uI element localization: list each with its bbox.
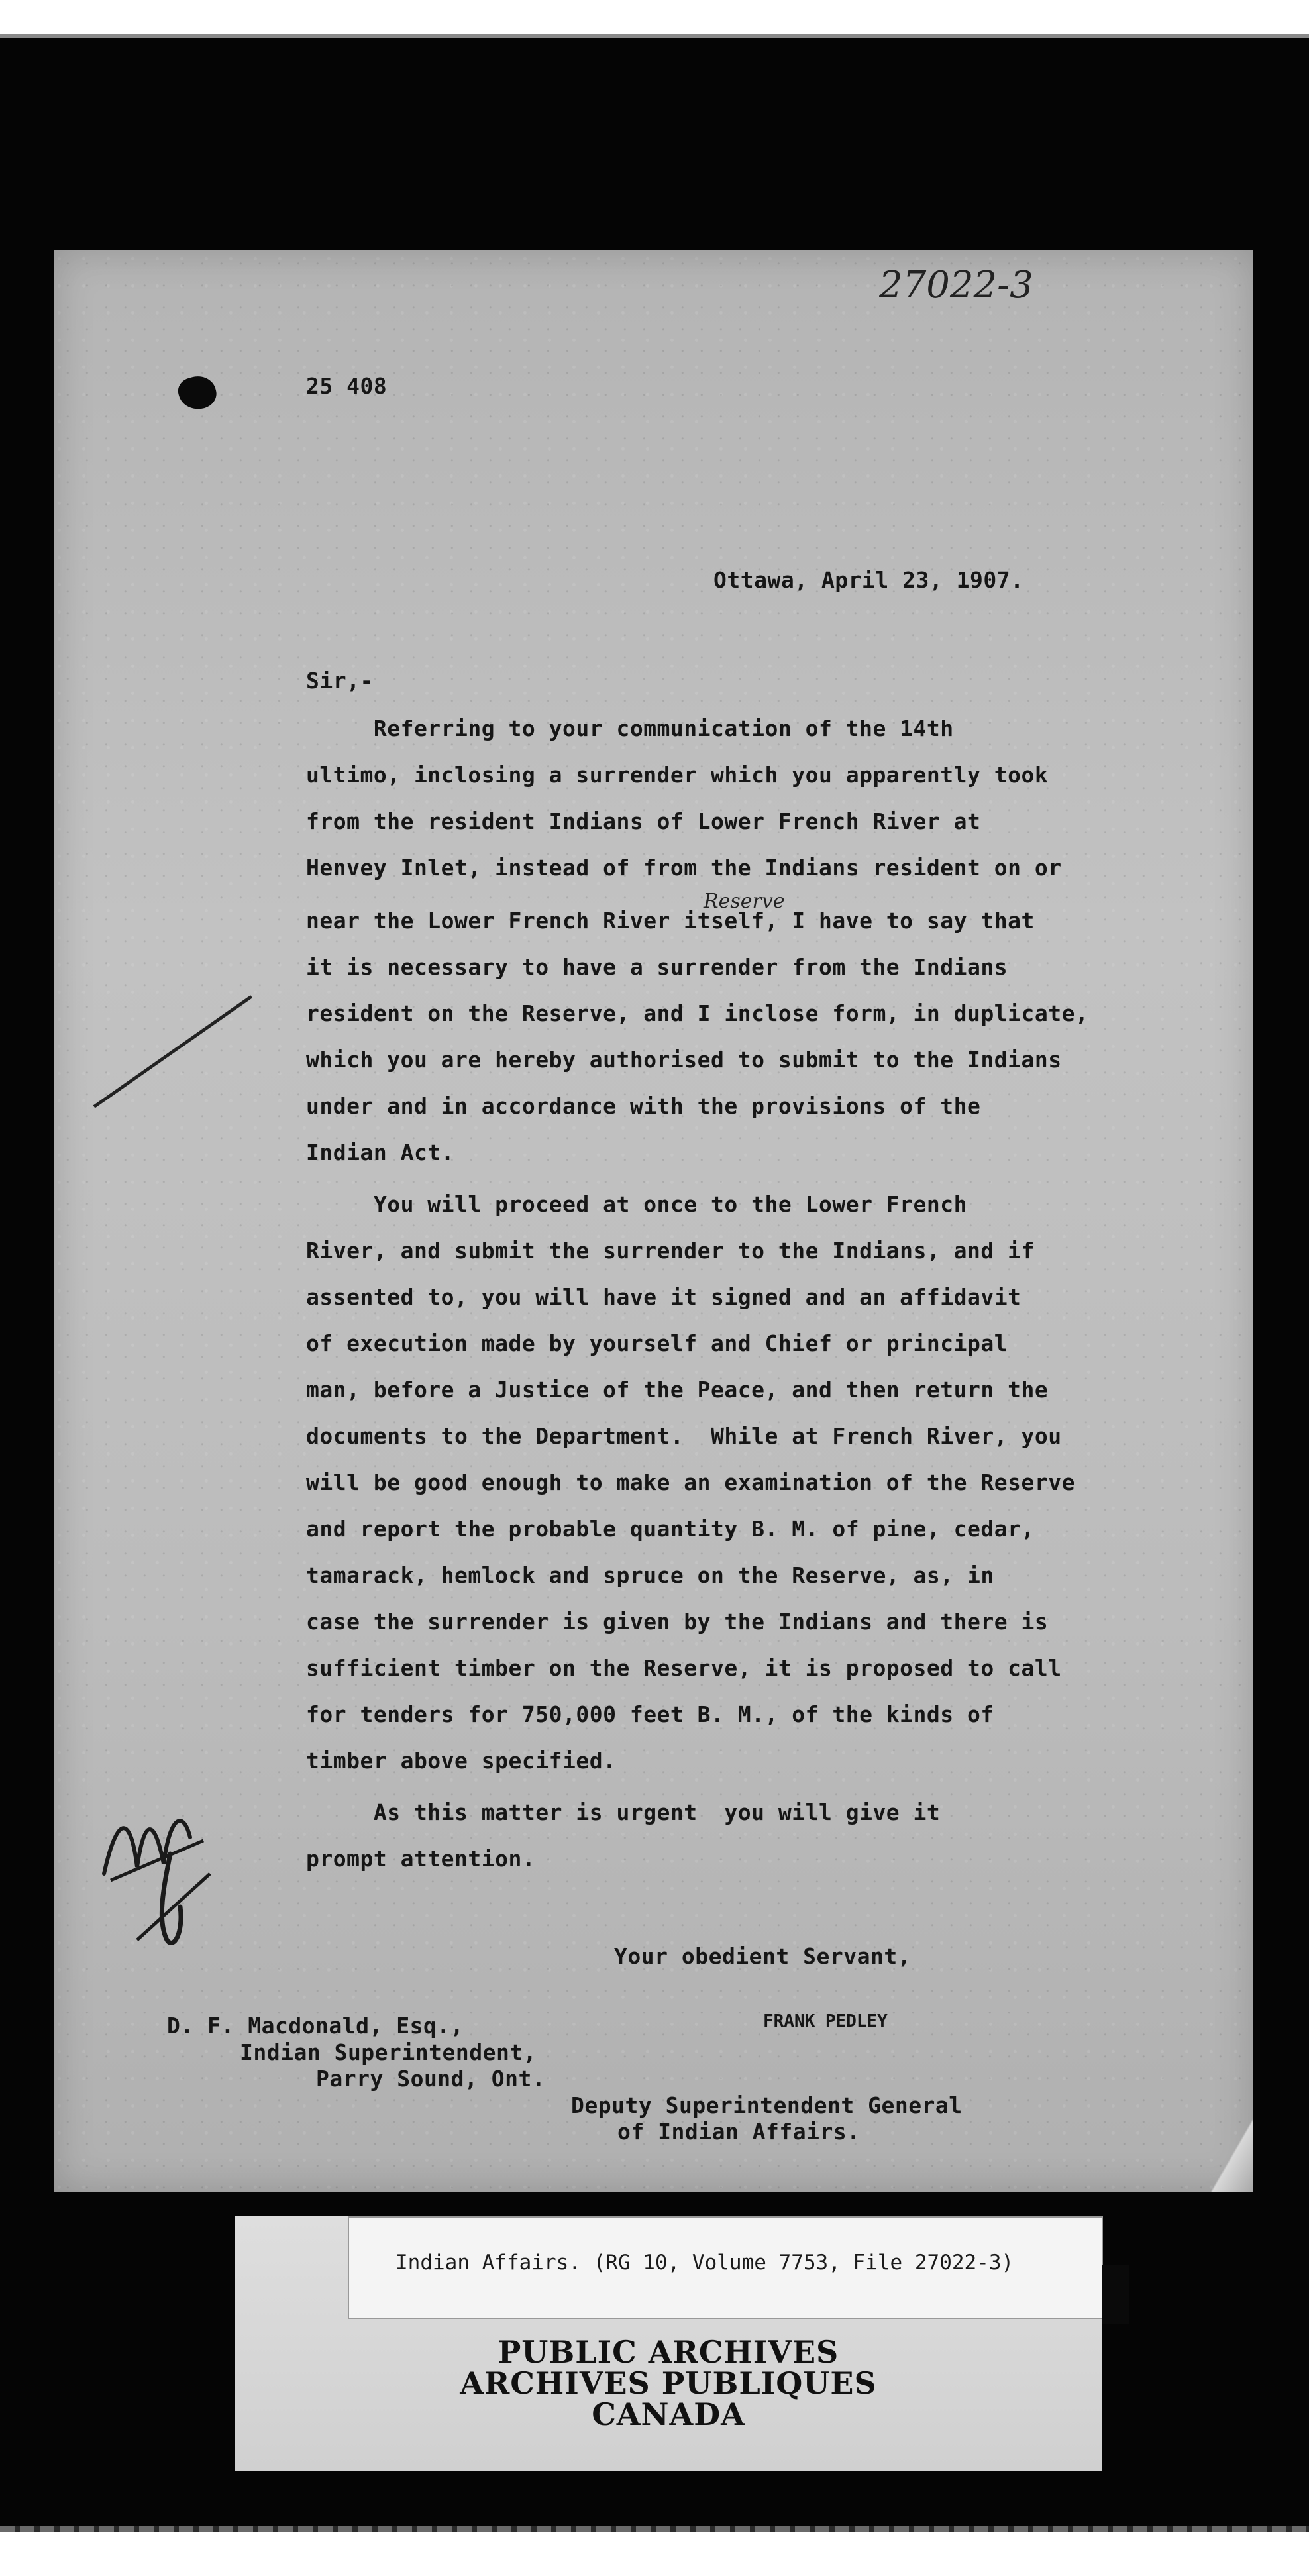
archive-reference-text: Indian Affairs. (RG 10, Volume 7753, File 27022-3) [395,2251,1014,2275]
body-line: Indian Act. [306,1140,455,1165]
handwritten-initials-mark [91,1774,217,1973]
body-line: of execution made by yourself and Chief or principal [306,1330,1008,1356]
top-scan-edge [0,34,1309,38]
salutation: Sir,- [306,668,374,694]
page-corner-fold [1207,2086,1253,2192]
letter-date: Ottawa, April 23, 1907. [713,567,1024,593]
margin-pen-stroke [93,995,252,1108]
archives-country: CANADA [592,2396,745,2432]
handwritten-file-number: 27022-3 [879,264,1033,307]
letter-closing: Your obedient Servant, [614,1943,912,1969]
archives-name-french: ARCHIVES PUBLIQUES [460,2365,877,2401]
body-line: ultimo, inclosing a surrender which you apparently took [306,762,1049,788]
body-line: for tenders for 750,000 feet B. M., of the kinds of [306,1701,994,1727]
body-line: You will proceed at once to the Lower French [306,1191,968,1217]
body-line: assented to, you will have it signed and an affidavit [306,1284,1021,1310]
card-tab-mark [1102,2265,1129,2324]
body-line: and report the probable quantity B. M. of pine, cedar, [306,1516,1035,1542]
body-line: which you are hereby authorised to submit to the Indians [306,1047,1062,1073]
archive-reference-card [348,2216,1103,2319]
punch-hole-mark [175,372,219,414]
body-line: Referring to your communication of the 14th [306,716,954,741]
body-line: As this matter is urgent you will give it [306,1799,941,1825]
body-line: will be good enough to make an examination of the Reserve [306,1470,1075,1495]
body-line: under and in accordance with the provisions of the [306,1093,981,1119]
body-line: Henvey Inlet, instead of from the Indians resident on or [306,855,1062,881]
archives-name-english: PUBLIC ARCHIVES [497,2334,839,2370]
body-line: from the resident Indians of Lower French River at [306,808,981,834]
body-line: resident on the Reserve, and I inclose form, in duplicate, [306,1000,1089,1026]
handwritten-insertion: Reserve [704,890,785,913]
addressee-title: Indian Superintendent, [240,2039,537,2065]
body-line: near the Lower French River itself, I have to say that [306,908,1035,934]
body-line: documents to the Department. While at French River, you [306,1423,1062,1449]
letter-sheet [54,250,1253,2192]
body-line: it is necessary to have a surrender from the Indians [306,954,1008,980]
body-line: timber above specified. [306,1748,617,1774]
body-line: sufficient timber on the Reserve, it is proposed to call [306,1655,1062,1681]
body-line: man, before a Justice of the Peace, and then return the [306,1377,1049,1403]
addressee-name: D. F. Macdonald, Esq., [167,2013,464,2039]
document-reference-number: 25 408 [306,373,388,399]
body-line: case the surrender is given by the Indians and there is [306,1609,1049,1635]
bottom-scan-edge [0,2526,1309,2532]
signature-stamp: FRANK PEDLEY [763,2012,888,2031]
signer-title: Deputy Superintendent General [571,2092,963,2118]
body-line: prompt attention. [306,1846,536,1872]
signer-department: of Indian Affairs. [617,2119,861,2145]
addressee-location: Parry Sound, Ont. [316,2066,546,2092]
body-line: tamarack, hemlock and spruce on the Reserve, as, in [306,1562,994,1588]
body-line: River, and submit the surrender to the Indians, and if [306,1238,1035,1263]
